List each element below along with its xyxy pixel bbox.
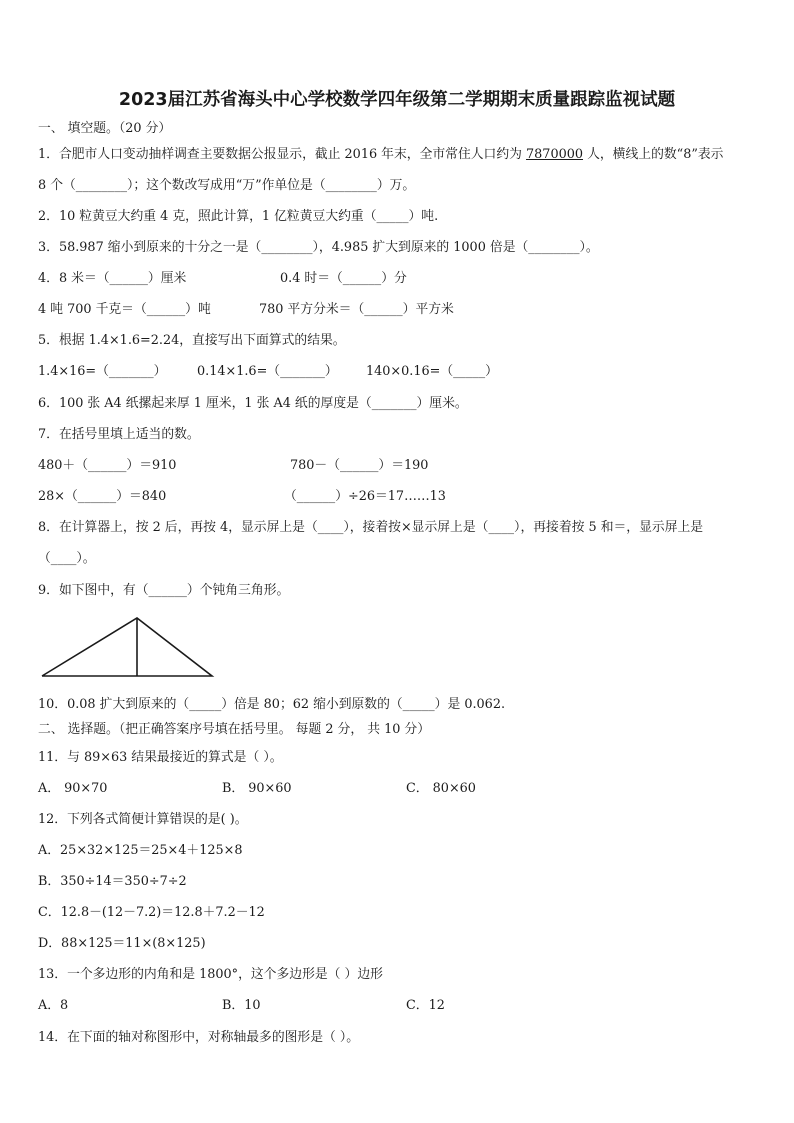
question-13-option-c: C．12 bbox=[406, 998, 445, 1013]
question-12-option-a: A．25×32×125＝25×4＋125×8 bbox=[38, 843, 243, 858]
question-14: 14．在下面的轴对称图形中，对称轴最多的图形是（ ）。 bbox=[38, 1030, 360, 1045]
q1-post: 人，横线上的数“8”表示 bbox=[583, 147, 724, 162]
question-11-option-b: B． 90×60 bbox=[222, 781, 292, 796]
q1-number: 7870000 bbox=[526, 147, 584, 162]
question-13-option-b: B．10 bbox=[222, 998, 261, 1013]
question-1 bbox=[38, 147, 723, 163]
question-7: 7．在括号里填上适当的数。 bbox=[38, 427, 200, 442]
question-2: 2．10 粒黄豆大约重 4 克，照此计算，1 亿粒黄豆大约重（_____）吨. bbox=[38, 209, 439, 224]
question-3: 3．58.987 缩小到原来的十分之一是（________），4.985 扩大到原来的 1000 倍是（________）。 bbox=[38, 240, 599, 255]
question-8: 8．在计算器上，按 2 后，再按 4，显示屏上是（____），接着按×显示屏上是（____），再接着按 5 和＝，显示屏上是 bbox=[38, 520, 704, 535]
question-4a: 4．8 米＝（______）厘米 bbox=[38, 271, 187, 286]
section-choice-heading: 二、 选择题。（把正确答案序号填在括号里。 每题 2 分， 共 10 分） bbox=[38, 722, 431, 737]
triangle-outline bbox=[42, 618, 212, 676]
triangle-figure bbox=[38, 612, 216, 680]
q1-pre: 1．合肥市人口变动抽样调查主要数据公报显示，截止 2016 年末，全市常住人口约为 bbox=[38, 147, 527, 162]
question-7a: 480＋（______）＝910 bbox=[38, 458, 177, 473]
question-5b: 0.14×1.6=（_______） bbox=[197, 364, 338, 379]
question-4c: 4 吨 700 千克＝（______）吨 bbox=[38, 302, 211, 317]
question-11-option-c: C． 80×60 bbox=[406, 781, 476, 796]
question-4d: 780 平方分米＝（______）平方米 bbox=[259, 302, 454, 317]
question-11: 11．与 89×63 结果最接近的算式是（ ）。 bbox=[38, 750, 283, 765]
question-13-option-a: A．8 bbox=[38, 998, 69, 1013]
question-12-option-d: D．88×125＝11×(8×125) bbox=[38, 936, 206, 951]
question-1-line2: 8 个（________）；这个数改写成用“万”作单位是（________）万。 bbox=[38, 178, 416, 193]
question-7d: （______）÷26＝17……13 bbox=[284, 489, 446, 504]
question-7b: 780－（______）＝190 bbox=[290, 458, 429, 473]
page-title: 2023届江苏省海头中心学校数学四年级第二学期期末质量跟踪监视试题 bbox=[118, 90, 676, 110]
question-10: 10．0.08 扩大到原来的（_____）倍是 80；62 缩小到原数的（_____）是 0.062. bbox=[38, 697, 506, 712]
question-5a: 1.4×16=（_______） bbox=[38, 364, 167, 379]
question-12: 12．下列各式简便计算错误的是( )。 bbox=[38, 812, 248, 827]
question-7c: 28×（______）＝840 bbox=[38, 489, 167, 504]
question-9: 9．如下图中，有（______）个钝角三角形。 bbox=[38, 583, 290, 598]
question-6: 6．100 张 A4 纸摞起来厚 1 厘米，1 张 A4 纸的厚度是（_______）厘米。 bbox=[38, 396, 468, 411]
question-8-line2: （____）。 bbox=[38, 551, 96, 566]
question-12-option-c: C．12.8－(12－7.2)＝12.8＋7.2－12 bbox=[38, 905, 265, 920]
question-5: 5．根据 1.4×1.6=2.24，直接写出下面算式的结果。 bbox=[38, 333, 346, 348]
question-5c: 140×0.16=（_____） bbox=[366, 364, 498, 379]
question-4b: 0.4 时＝（______）分 bbox=[280, 271, 407, 286]
question-13: 13．一个多边形的内角和是 1800°，这个多边形是（ ）边形 bbox=[38, 967, 383, 982]
section-fill-heading: 一、 填空题。（20 分） bbox=[38, 121, 172, 136]
question-12-option-b: B．350÷14＝350÷7÷2 bbox=[38, 874, 187, 889]
question-11-option-a: A． 90×70 bbox=[38, 781, 108, 796]
